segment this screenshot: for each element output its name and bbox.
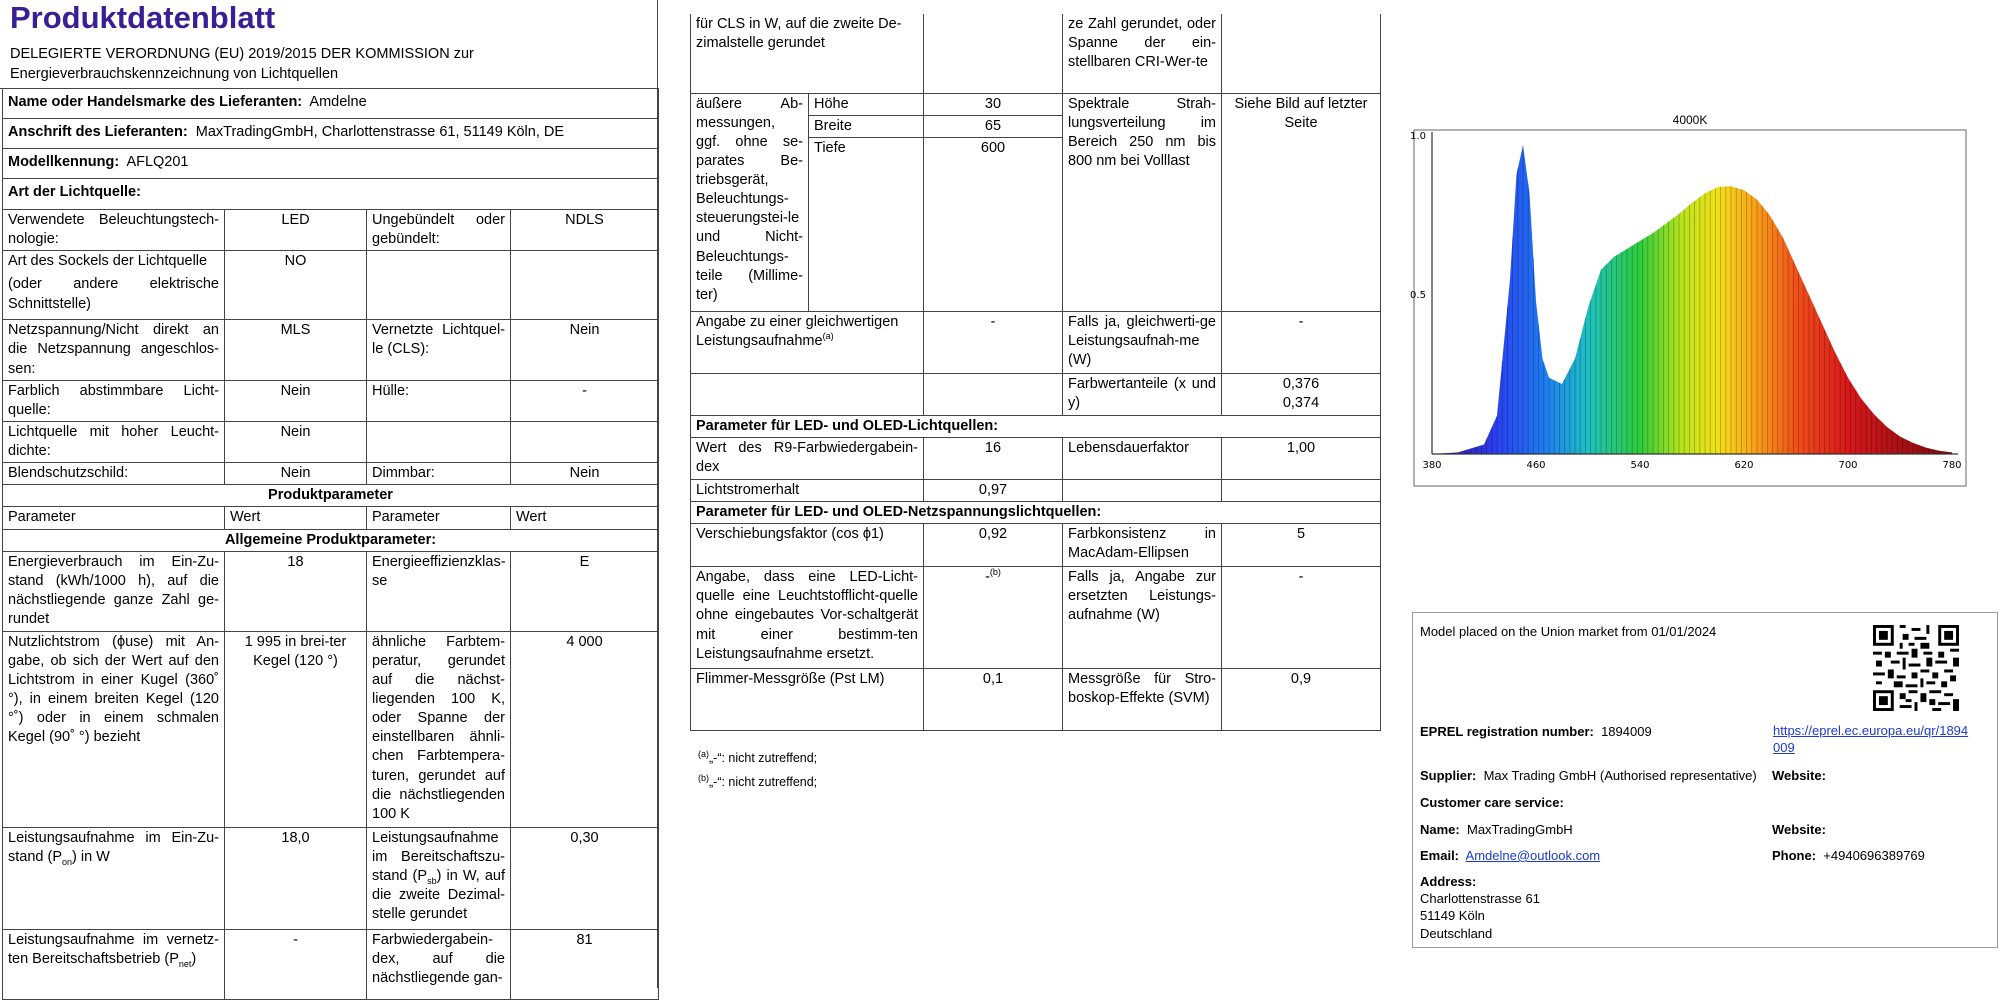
table-row: Wert des R9-Farbwiedergabein-dex 16 Lebensdauerfaktor 1,00 bbox=[691, 437, 1381, 479]
supplier-table bbox=[2, 88, 659, 1000]
eprel-supplier: Supplier: Max Trading GmbH (Authorised representative) bbox=[1420, 768, 1757, 783]
supplier-address: MaxTradingGmbH, Charlottenstrasse 61, 51149 Köln, DE bbox=[195, 124, 565, 140]
market-date: Model placed on the Union market from 01/01/2024 bbox=[1420, 624, 1717, 639]
email-link[interactable]: Amdelne@outlook.com bbox=[1465, 848, 1601, 863]
address-block: Charlottenstrasse 61 51149 Köln Deutschland bbox=[1420, 891, 1540, 941]
light-source-type-label: Art der Lichtquelle: bbox=[3, 179, 659, 210]
care-name: Name: MaxTradingGmbH bbox=[1420, 822, 1573, 837]
x-tick-labels bbox=[1422, 460, 1961, 471]
model-id: AFLQ201 bbox=[126, 154, 189, 170]
table-row: Verschiebungsfaktor (cos ϕ1) 0,92 Farbkonsistenz in MacAdam-Ellipsen 5 bbox=[691, 524, 1381, 567]
x-tick-label: 380 bbox=[1422, 460, 1442, 471]
dimensions-row: äußere Ab-messungen, ggf. ohne se-parates Be-triebsgerät, Beleuchtungs-steuerungstei-le und Nicht-Beleuchtungs-teile (Millime-ter) Höhe 30 Spektrale Strah-lungsverteilung im Bereich 250 nm bis 800 nm bei Volllast Siehe Bild auf letzter Seite bbox=[691, 93, 1381, 115]
supplier-name: Amdelne bbox=[309, 94, 367, 110]
care-email: Email: Amdelne@outlook.com bbox=[1420, 848, 1601, 863]
table-row: Blendschutzschild: Nein Dimmbar: Nein bbox=[3, 463, 659, 485]
led-params-heading: Parameter für LED- und OLED-Lichtquellen: bbox=[691, 415, 1381, 437]
table-row: Leistungsaufnahme im vernetz-ten Bereitschaftsbetrieb $(P_{net})$ - Farbwiedergabein-dex, auf die nächstliegende gan- 81 bbox=[3, 929, 659, 999]
table-row: für CLS in W, auf die zweite De-zimalstelle gerundet ze Zahl gerundet, oder Spanne der ein-stellbaren CRI-Wer-te bbox=[691, 14, 1381, 93]
table-row: Art des Sockels der Lichtquelle (oder andere elektrische Schnittstelle) NO bbox=[3, 251, 659, 320]
table-row: Angabe, dass eine LED-Licht-quelle eine Leuchtstofflicht-quelle ohne eingebautes Vor-schaltgerät mit einer bestimm-ten Leistungsaufnahme ersetzt. -$^{(b)}$ Falls ja, Angabe zur ersetzten Leistungs-aufnahme (W) - bbox=[691, 567, 1381, 669]
table-row: Lichtquelle mit hoher Leucht-dichte: Nein bbox=[3, 421, 659, 462]
regulation-subtitle: DELEGIERTE VERORDNUNG (EU) 2019/2015 DER KOMMISSION zur Energieverbrauchskennzeichnung von Lichtquellen bbox=[10, 46, 474, 82]
table-row: Netzspannung/Nicht direkt an die Netzspannung angeschlos-sen: MLS Vernetzte Lichtquel-le (CLS): Nein bbox=[3, 320, 659, 380]
supplier-name-row: Name oder Handelsmarke des Lieferanten: Amdelne bbox=[3, 89, 659, 119]
supplier-address-row: Anschrift des Lieferanten: MaxTradingGmbH, Charlottenstrasse 61, 51149 Köln, DE bbox=[3, 119, 659, 149]
eprel-link[interactable]: https://eprel.ec.europa.eu/qr/1894009 bbox=[1773, 723, 1969, 755]
product-params-heading: Produktparameter bbox=[3, 485, 659, 507]
y-tick-label: 0.5 bbox=[1410, 290, 1426, 301]
address-label: Address: bbox=[1420, 874, 1477, 889]
model-row: Modellkennung: AFLQ201 bbox=[3, 149, 659, 179]
mls-params-heading: Parameter für LED- und OLED-Netzspannungslichtquellen: bbox=[691, 502, 1381, 524]
eprel-registration: EPREL registration number: 1894009 bbox=[1420, 724, 1652, 739]
y-tick-label: 1.0 bbox=[1410, 131, 1426, 142]
table-row: Farbwertanteile (x und y) 0,376 0,374 bbox=[691, 373, 1381, 415]
x-tick-label: 780 bbox=[1942, 460, 1962, 471]
care-phone: Phone: +4940696389769 bbox=[1772, 848, 1925, 863]
chart-title: 4000K bbox=[1672, 113, 1708, 127]
parameter-table-continued: für CLS in W, auf die zweite De-zimalstelle gerundet ze Zahl gerundet, oder Spanne der ein-stellbaren CRI-Wer-te äußere Ab-messungen, ggf. ohne se-parates Be-triebsgerät, Beleuchtungs-steuerungstei-le und Nicht-Beleuchtungs-teile (Millime-ter) Höhe 30 Spektrale Strah-lungsverteilung im Bereich 250 nm bis 800 nm bei Volllast Siehe Bild auf letzter Seite Breite 65 Tiefe 600 Angabe zu einer gleichwertigen Leistungsaufnahme$^{(a)}$ - Falls ja, gleichwerti-ge Leistungsaufnah-me (W) - Farbwertanteile (x und y) 0,376 0,374 Parameter für LED- und OLED-Lichtquellen: Wert des R9-Farbwiedergabein-dex 16 Lebensdauerfaktor 1,00 Lichtstromerhalt 0,97 Parameter für LED- und OLED-Netzspannungslichtquellen: Verschiebungsfaktor (cos ϕ1) 0,92 Farbkonsistenz in MacAdam-Ellipsen 5 Angabe, dass eine LED-Licht-quelle eine Leuchtstofflicht-quelle ohne eingebautes Vor-schaltgerät mit einer bestimm-ten Leistungsaufnahme ersetzt. -$^{(b)}$ Falls ja, Angabe zur ersetzten Leistungs-aufnahme (W) - Flimmer-Messgröße (Pst LM) 0,1 Messgröße für Stro-boskop-Effekte (SVM) 0,9 bbox=[690, 14, 1381, 731]
table-row: Angabe zu einer gleichwertigen Leistungsaufnahme$^{(a)}$ - Falls ja, gleichwerti-ge Leistungsaufnah-me (W) - bbox=[691, 311, 1381, 373]
table-row: Farblich abstimmbare Licht-quelle: Nein Hülle: - bbox=[3, 380, 659, 421]
footnote-a: $^{(a)}$„-“: nicht zutreffend; bbox=[698, 748, 818, 765]
footnote-b: $^{(b)}$„-“: nicht zutreffend; bbox=[698, 772, 818, 789]
page-title: Produktdatenblatt bbox=[10, 0, 276, 35]
care-website-label: Website: bbox=[1772, 822, 1826, 837]
table-row: Verwendete Beleuchtungstech-nologie: LED Ungebündelt oder gebündelt: NDLS bbox=[3, 210, 659, 251]
y-tick-labels bbox=[1410, 131, 1426, 301]
column-header-row: Parameter Wert Parameter Wert bbox=[3, 507, 659, 529]
table-row: Flimmer-Messgröße (Pst LM) 0,1 Messgröße für Stro-boskop-Effekte (SVM) 0,9 bbox=[691, 669, 1381, 731]
spectrum-chart bbox=[1410, 108, 1970, 488]
customer-care-label: Customer care service: bbox=[1420, 795, 1564, 810]
general-params-heading: Allgemeine Produktparameter: bbox=[3, 529, 659, 551]
x-tick-label: 460 bbox=[1526, 460, 1546, 471]
table-row: Leistungsaufnahme im Ein-Zu-stand $(P_{on})$ in W 18,0 Leistungsaufnahme im Bereitschaftszu-stand $(P_{sb})$ in W, auf die zweite Dezimal-stelle gerundet 0,30 bbox=[3, 827, 659, 929]
spectrum-area bbox=[1432, 146, 1952, 455]
qr-code-icon[interactable] bbox=[1873, 625, 1959, 711]
x-tick-label: 700 bbox=[1838, 460, 1858, 471]
x-tick-label: 620 bbox=[1734, 460, 1754, 471]
table-row: Lichtstromerhalt 0,97 bbox=[691, 479, 1381, 501]
table-row: Energieverbrauch im Ein-Zu-stand (kWh/1000 h), auf die nächstliegende ganze Zahl ge-rundet 18 Energieeffizienzklas-se E bbox=[3, 551, 659, 631]
x-tick-label: 540 bbox=[1630, 460, 1650, 471]
eprel-info-box bbox=[1412, 612, 1998, 948]
supplier-website-label: Website: bbox=[1772, 768, 1826, 783]
table-row: Nutzlichtstrom (ϕuse) mit An-gabe, ob sich der Wert auf den Lichtstrom in einer Kugel (360˚ °), in einem breiten Kegel (120 °˚) oder in einem schmalen Kegel (90˚ °) bezieht 1 995 in brei-ter Kegel (120 °) ähnliche Farbtem-peratur, gerundet auf die nächst-liegenden 100 K, oder Spanne der einstellbaren ähnli-chen Farbtempera-turen, gerundet auf die nächstliegenden 100 K 4 000 bbox=[3, 631, 659, 827]
